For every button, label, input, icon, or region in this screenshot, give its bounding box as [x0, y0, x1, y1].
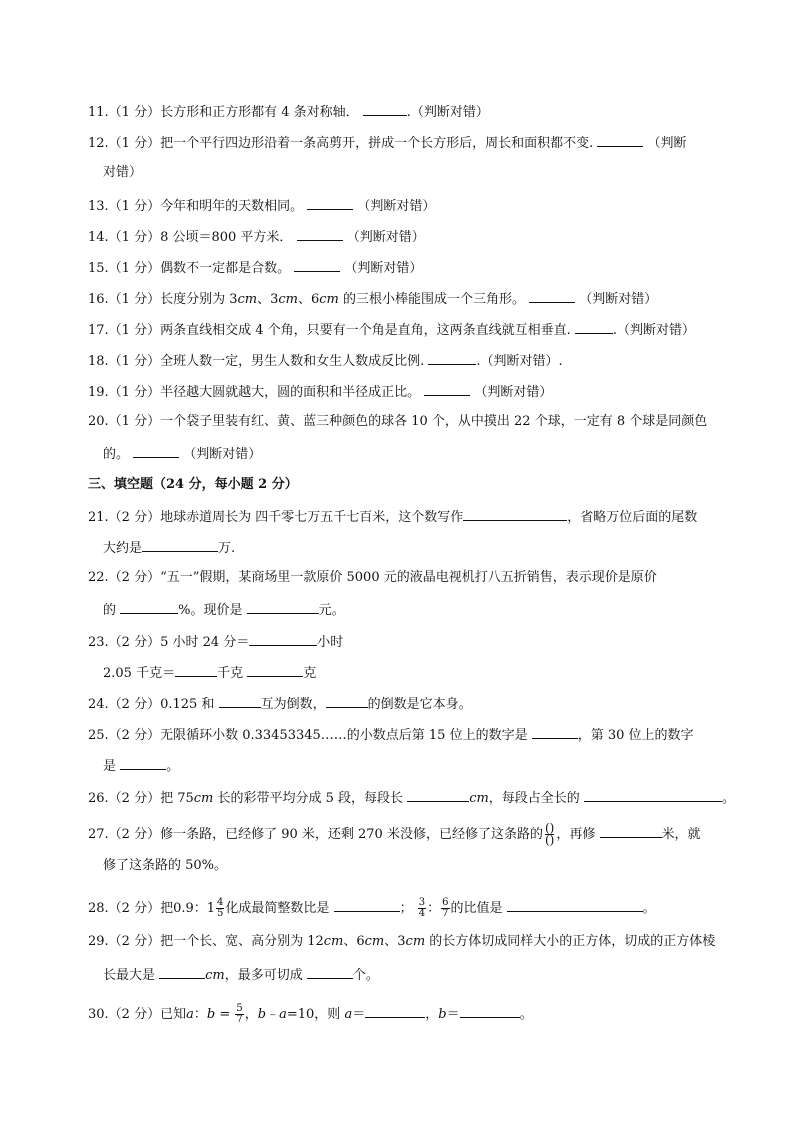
answer-blank[interactable]: [428, 352, 476, 365]
answer-blank[interactable]: [297, 228, 343, 241]
answer-blank[interactable]: [407, 789, 469, 802]
question-12-continuation: 对错）: [103, 165, 143, 180]
answer-blank[interactable]: [249, 633, 317, 646]
question-30: 30.（2 分）已知a：b = $\frac{5}{7}$ ，b﹣a=10，则 a＝ ，b＝ 。: [88, 1003, 533, 1025]
question-16: 16.（1 分）长度分别为 3cm、3cm、6cm 的三根小棒能围成一个三角形。 （判断对错）: [88, 292, 658, 307]
answer-blank[interactable]: [363, 103, 407, 116]
question-14: 14.（1 分）8 公顷＝800 平方米． （判断对错）: [88, 230, 425, 245]
answer-blank[interactable]: [575, 321, 613, 334]
question-22-continuation: 的 %。现价是 元。: [103, 603, 345, 618]
question-21: 21.（2 分）地球赤道周长为 四千零七万五千七百米，这个数写作 ，省略万位后面的尾数: [88, 510, 698, 525]
fraction-placeholder: () (): [544, 821, 555, 847]
fraction: $\frac{3}{4}$: [418, 897, 426, 919]
answer-blank[interactable]: [159, 966, 205, 979]
answer-blank[interactable]: [219, 695, 261, 708]
question-27-continuation: 修了这条路的 50%。: [103, 858, 228, 873]
question-21-continuation: 大约是 万.: [103, 541, 236, 556]
question-22: 22.（2 分）“五一”假期，某商场里一款原价 5000 元的液晶电视机打八五折销售，表示现价是原价: [88, 570, 657, 585]
answer-blank[interactable]: [133, 445, 179, 458]
answer-blank[interactable]: [294, 259, 340, 272]
answer-blank[interactable]: [600, 825, 662, 838]
answer-blank[interactable]: [334, 899, 400, 912]
question-29-continuation: 长最大是 cm，最多可切成 个。: [103, 968, 379, 983]
answer-blank[interactable]: [460, 1005, 520, 1018]
answer-blank[interactable]: [307, 966, 353, 979]
question-13: 13.（1 分）今年和明年的天数相同。 （判断对错）: [88, 199, 436, 214]
fraction: $\frac{6}{7}$: [442, 897, 449, 919]
question-12: 12.（1 分）把一个平行四边形沿着一条高剪开，拼成一个长方形后，周长和面积都不变. （判断: [88, 136, 687, 151]
question-25-continuation: 是 。: [103, 759, 180, 774]
question-17: 17.（1 分）两条直线相交成 4 个角，只要有一个角是直角，这两条直线就互相垂直. .（判断对错）: [88, 323, 696, 338]
section-heading: 三、填空题（24 分，每小题 2 分）: [88, 477, 298, 492]
question-20-continuation: 的。 （判断对错）: [103, 447, 262, 462]
question-11: 11.（1 分）长方形和正方形都有 4 条对称轴． .（判断对错）: [88, 105, 489, 120]
question-26: 26.（2 分）把 75cm 长的彩带平均分成 5 段，每段长 cm，每段占全长的 。: [88, 791, 735, 806]
question-23: 23.（2 分）5 小时 24 分＝ 小时: [88, 635, 344, 650]
question-27: 27.（2 分）修一条路，已经修了 90 米，还剩 270 米没修，已经修了这条路的 () () ，再修 米，就: [88, 821, 701, 847]
fraction: $\frac{5}{7}$: [236, 1003, 243, 1025]
answer-blank[interactable]: [532, 726, 578, 739]
question-20: 20.（1 分）一个袋子里装有红、黄、蓝三种颜色的球各 10 个，从中摸出 22 个球，一定有 8 个球是同颜色: [88, 414, 708, 429]
answer-blank[interactable]: [120, 601, 178, 614]
answer-blank[interactable]: [507, 899, 643, 912]
question-18: 18.（1 分）全班人数一定，男生人数和女生人数成反比例. .（判断对错）.: [88, 354, 563, 369]
question-23-line-2: 2.05 千克＝ 千克 克: [103, 666, 317, 681]
answer-blank[interactable]: [584, 789, 722, 802]
answer-blank[interactable]: [365, 1005, 425, 1018]
answer-blank[interactable]: [326, 695, 368, 708]
answer-blank[interactable]: [529, 290, 575, 303]
answer-blank[interactable]: [424, 383, 470, 396]
answer-blank[interactable]: [175, 664, 217, 677]
question-15: 15.（1 分）偶数不一定都是合数。 （判断对错）: [88, 261, 423, 276]
question-24: 24.（2 分）0.125 和 互为倒数， 的倒数是它本身。: [88, 697, 472, 712]
answer-blank[interactable]: [142, 539, 218, 552]
answer-blank[interactable]: [463, 508, 567, 521]
answer-blank[interactable]: [247, 601, 319, 614]
mixed-number: 1 $\frac{4}{5}$: [206, 897, 224, 919]
answer-blank[interactable]: [247, 664, 303, 677]
question-19: 19.（1 分）半径越大圆就越大，圆的面积和半径成正比。 （判断对错）: [88, 385, 553, 400]
answer-blank[interactable]: [120, 757, 166, 770]
question-25: 25.（2 分）无限循环小数 0.33453345……的小数点后第 15 位上的数字是 ，第 30 位上的数字: [88, 728, 694, 743]
answer-blank[interactable]: [597, 134, 643, 147]
answer-blank[interactable]: [307, 197, 353, 210]
question-29: 29.（2 分）把一个长、宽、高分别为 12cm、6cm、3cm 的长方体切成同样大小的正方体，切成的正方体棱: [88, 934, 716, 949]
question-28: 28.（2 分）把0.9： 1 $\frac{4}{5}$ 化成最简整数比是 ； $\frac{3}{4}$ ： $\frac{6}{7}$ 的比值是 。: [88, 897, 656, 919]
